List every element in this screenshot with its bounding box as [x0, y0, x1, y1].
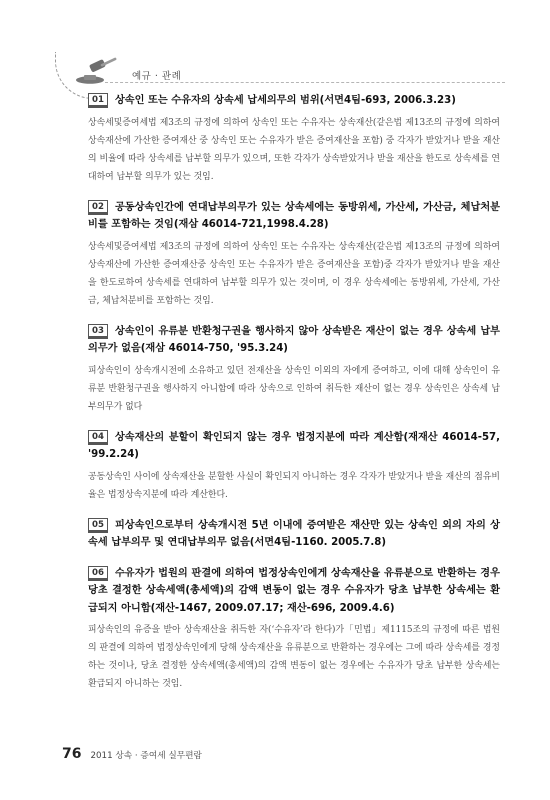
ruling-item: [88, 429, 500, 504]
ruling-number-badge: 04: [88, 430, 108, 445]
ruling-item: [88, 323, 500, 416]
ruling-item: [88, 92, 500, 186]
ruling-body: 상속세및증여세법 제3조의 규정에 의하여 상속인 또는 수유자는 상속재산(같은법 제13조의 규정에 의하여 상속재산에 가산한 증여재산 중 상속인 또는 수유자가 받은 증여재산을 포함) 중 각자가 받았거나 받을 재산의 비율에 따라 상속세를 납부할 의무가 있으며, 또한 각자가 상속받았거나 받을 재산을 한도로 상속세를 연대하여 납부할 의무가 있는 것임.: [88, 117, 500, 182]
ruling-title: [88, 429, 500, 464]
ruling-title: [88, 323, 500, 358]
ruling-body: 공동상속인 사이에 상속재산을 분할한 사실이 확인되지 아니하는 경우 각자가 받았거나 받을 재산의 점유비율은 법정상속지분에 따라 계산한다.: [88, 471, 500, 500]
header-rule: [105, 82, 505, 83]
ruling-title: [88, 92, 500, 110]
ruling-number-badge: 06: [88, 566, 108, 581]
ruling-title-text: 수유자가 법원의 판결에 의하여 법정상속인에게 상속재산을 유류분으로 반환하는 경우 당초 결정한 상속세액(총세액)의 감액 변동이 없는 경우 수유자가 당초 납부한 상속세는 환급되지 아니함(재산-1467, 2009.07.17; 재산-696, 2009.4.6): [88, 567, 500, 614]
page-header: [0, 0, 550, 100]
ruling-body: 피상속인의 유증을 받아 상속재산을 취득한 자(‘수유자’라 한다)가「민법」제1115조의 규정에 따른 법원의 판결에 의하여 법정상속인에게 당해 상속재산을 유류분으로 반환하는 경우에는 그에 따라 상속세를 경정하는 것이나, 당초 결정한 상속세액(총세액)의 감액 변동이 없는 경우에는 수유자가 당초 납부한 상속세는 환급되지 아니하는 것임.: [88, 625, 500, 689]
book-title: 2011 상속 · 증여세 실무편람: [90, 751, 202, 761]
section-label: 예규 · 관례: [132, 71, 182, 82]
rulings-list: [88, 92, 500, 706]
ruling-title-text: 상속재산의 분할이 확인되지 않는 경우 법정지분에 따라 계산함(재재산 46014-57, '99.2.24): [88, 431, 500, 460]
ruling-number-badge: 05: [88, 518, 108, 533]
ruling-body: 피상속인이 상속개시전에 소유하고 있던 전재산을 상속인 이외의 자에게 증여하고, 이에 대해 상속인이 유류분 반환청구권을 행사하지 아니함에 따라 상속으로 인하여 취득한 재산이 없는 경우 상속인은 상속세 납부의무가 없다: [88, 365, 500, 412]
ruling-title-text: 상속인이 유류분 반환청구권을 행사하지 않아 상속받은 재산이 없는 경우 상속세 납부의무가 없음(재삼 46014-750, '95.3.24): [88, 325, 500, 354]
ruling-title: [88, 199, 500, 234]
page-footer: [62, 743, 202, 762]
ruling-title-text: 공동상속인간에 연대납부의무가 있는 상속세에는 동방위세, 가산세, 가산금, 체납처분비를 포함하는 것임(재삼 46014-721,1998.4.28): [88, 201, 500, 230]
ruling-number-badge: 02: [88, 200, 108, 215]
ruling-title-text: 상속인 또는 수유자의 상속세 납세의무의 범위(서면4팀-693, 2006.3.23): [114, 95, 456, 106]
ruling-body: 상속세및증여세법 제3조의 규정에 의하여 상속인 또는 수유자는 상속재산(같은법 제13조의 규정에 의하여 상속재산에 가산한 증여재산중 상속인 또는 수유자가 받은 증여재산을 포함)중 각자가 받았거나 받을 재산을 한도로하여 상속세를 연대하여 납부할 의무가 있는 것이며, 이 경우 상속세에는 동방위세, 가산세, 가산금, 체납처분비를 포함하는 것임.: [88, 241, 500, 306]
page-number: 76: [62, 746, 82, 762]
ruling-item: [88, 517, 500, 552]
ruling-title: [88, 565, 500, 618]
ruling-title: [88, 517, 500, 552]
ruling-title-text: 피상속인으로부터 상속개시전 5년 이내에 증여받은 재산만 있는 상속인 외의 자의 상속세 납부의무 및 연대납부의무 없음(서면4팀-1160. 2005.7.8): [88, 519, 500, 548]
ruling-item: [88, 565, 500, 694]
ruling-item: [88, 199, 500, 310]
ruling-number-badge: 01: [88, 93, 108, 108]
ruling-number-badge: 03: [88, 324, 108, 339]
